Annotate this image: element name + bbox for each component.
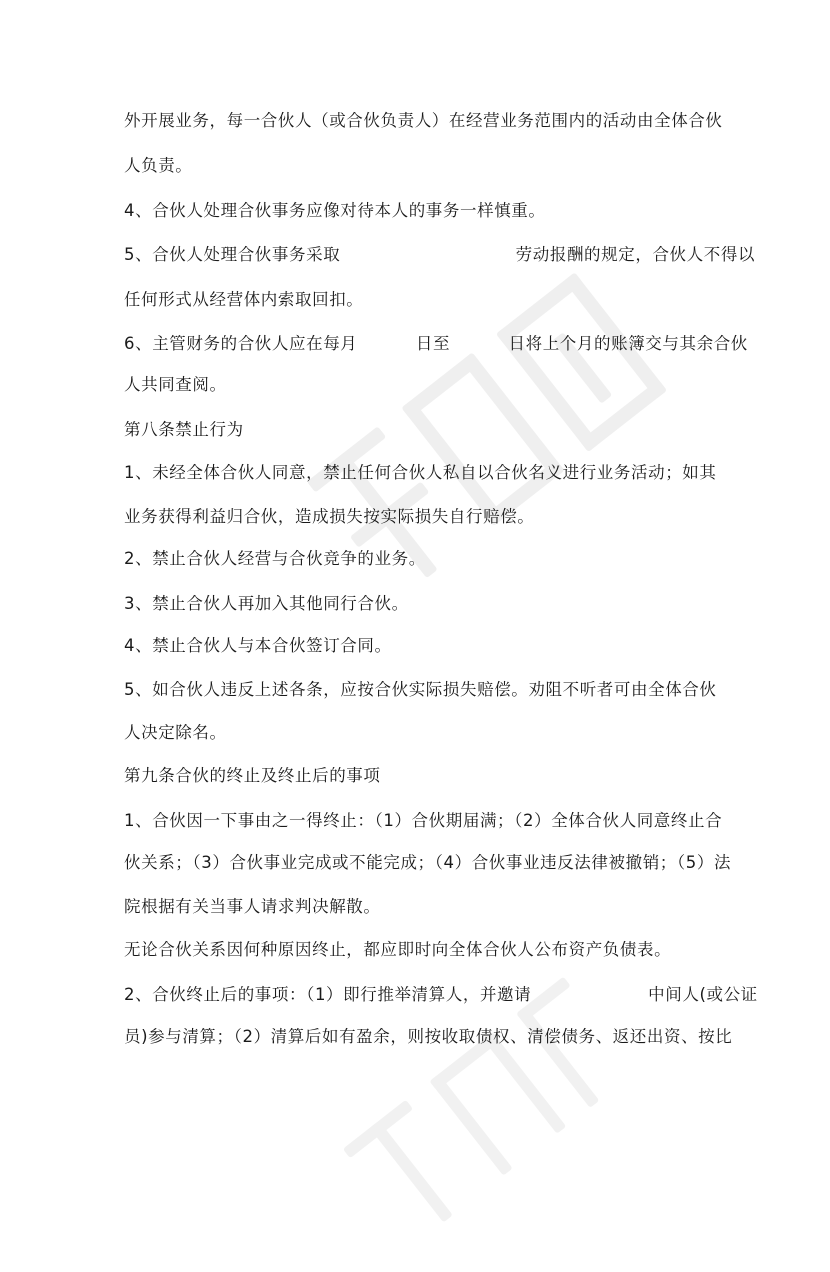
paragraph-line: 院根据有关当事人请求判决解散。	[124, 897, 381, 916]
paragraph-line: 1、未经全体合伙人同意，禁止任何合伙人私自以合伙名义进行业务活动；如其	[124, 463, 717, 482]
paragraph-line: 2、禁止合伙人经营与合伙竞争的业务。	[124, 549, 426, 568]
paragraph-line: 人负责。	[124, 156, 193, 175]
paragraph-line: 2、合伙终止后的事项：（1）即行推举清算人，并邀请 中间人(或公证	[124, 985, 758, 1004]
paragraph-line: 员)参与清算；（2）清算后如有盈余，则按收取债权、清偿债务、返还出资、按比	[124, 1027, 733, 1046]
paragraph-line: 人决定除名。	[124, 723, 227, 742]
paragraph-line: 1、合伙因一下事由之一得终止：（1）合伙期届满；（2）全体合伙人同意终止合	[124, 811, 723, 830]
paragraph-line: 业务获得利益归合伙，造成损失按实际损失自行赔偿。	[124, 507, 535, 526]
paragraph-line: 5、如合伙人违反上述各条，应按合伙实际损失赔偿。劝阻不听者可由全体合伙	[124, 680, 717, 699]
paragraph-line: 3、禁止合伙人再加入其他同行合伙。	[124, 594, 409, 613]
paragraph-line: 5、合伙人处理合伙事务采取 劳动报酬的规定，合伙人不得以	[124, 245, 756, 264]
paragraph-line: 外开展业务，每一合伙人（或合伙负责人）在经营业务范围内的活动由全体合伙	[124, 111, 723, 130]
paragraph-line: 4、合伙人处理合伙事务应像对待本人的事务一样慎重。	[124, 201, 546, 220]
section-heading: 第九条合伙的终止及终止后的事项	[124, 766, 381, 785]
paragraph-line: 无论合伙关系因何种原因终止，都应即时向全体合伙人公布资产负债表。	[124, 940, 672, 959]
paragraph-line: 任何形式从经营体内索取回扣。	[124, 290, 364, 309]
paragraph-line: 伙关系；（3）合伙事业完成或不能完成；（4）合伙事业违反法律被撤销；（5）法	[124, 853, 732, 872]
paragraph-line: 6、主管财务的合伙人应在每月 日至 日将上个月的账簿交与其余合伙	[124, 334, 748, 353]
paragraph-line: 4、禁止合伙人与本合伙签订合同。	[124, 636, 392, 655]
paragraph-line: 人共同查阅。	[124, 375, 227, 394]
section-heading: 第八条禁止行为	[124, 420, 244, 439]
